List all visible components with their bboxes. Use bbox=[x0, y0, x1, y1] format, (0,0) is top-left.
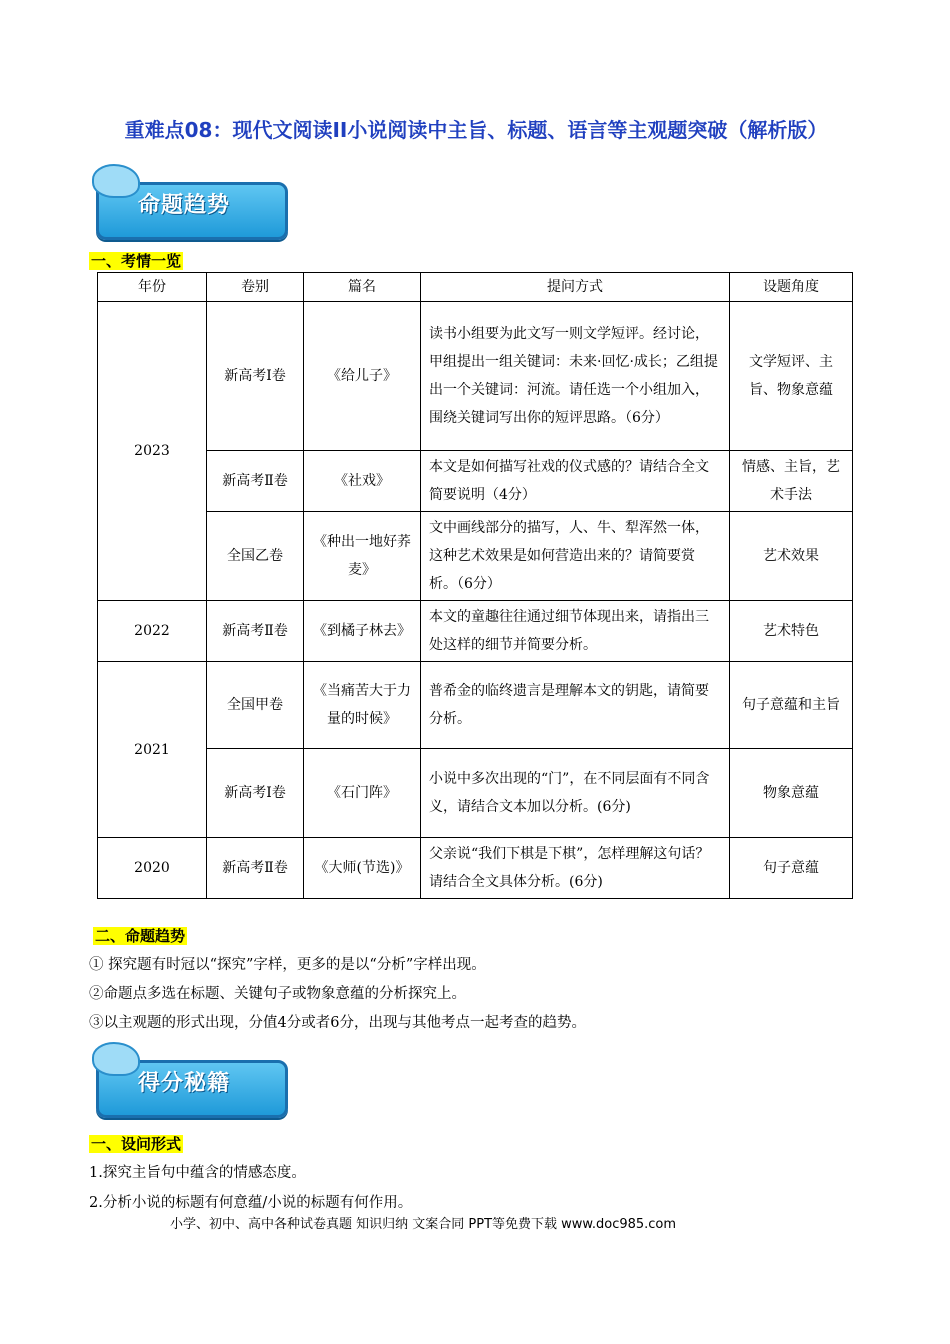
banner-scoring bbox=[92, 1046, 288, 1116]
paper-cell: 新高考Ⅱ卷 bbox=[207, 451, 304, 512]
angle-cell: 文学短评、主旨、物象意蕴 bbox=[730, 302, 853, 451]
question-cell: 本文是如何描写社戏的仪式感的？请结合全文简要说明（4分） bbox=[421, 451, 730, 512]
title-cell: 《社戏》 bbox=[304, 451, 421, 512]
paper-cell: 新高考Ⅱ卷 bbox=[207, 601, 304, 662]
question-cell: 父亲说“我们下棋是下棋”，怎样理解这句话？请结合全文具体分析。(6分) bbox=[421, 838, 730, 899]
title-cell: 《当痛苦大于力量的时候》 bbox=[304, 662, 421, 749]
footer-text: 小学、初中、高中各种试卷真题 知识归纳 文案合同 PPT等免费下载 www.doc985.com bbox=[170, 1217, 677, 1232]
paper-cell: 新高考Ⅰ卷 bbox=[207, 749, 304, 838]
angle-cell: 情感、主旨，艺术手法 bbox=[730, 451, 853, 512]
title-cell: 《到橘子林去》 bbox=[304, 601, 421, 662]
table-row bbox=[98, 302, 853, 451]
angle-cell: 物象意蕴 bbox=[730, 749, 853, 838]
table-row bbox=[98, 749, 853, 838]
header-title: 篇名 bbox=[304, 273, 421, 302]
paper-cell: 新高考Ⅰ卷 bbox=[207, 302, 304, 451]
table-row bbox=[98, 838, 853, 899]
form-item: 2.分析小说的标题有何意蕴/小说的标题有何作用。 bbox=[89, 1195, 413, 1211]
year-cell: 2021 bbox=[98, 662, 207, 838]
title-cell: 《给儿子》 bbox=[304, 302, 421, 451]
header-angle: 设题角度 bbox=[730, 273, 853, 302]
table-row bbox=[98, 451, 853, 512]
header-paper: 卷别 bbox=[207, 273, 304, 302]
banner-label: 得分秘籍 bbox=[138, 1071, 231, 1096]
title-cell: 《石门阵》 bbox=[304, 749, 421, 838]
header-question: 提问方式 bbox=[421, 273, 730, 302]
year-cell: 2020 bbox=[98, 838, 207, 899]
trend-item: ②命题点多选在标题、关键句子或物象意蕴的分析探究上。 bbox=[89, 986, 466, 1002]
trend-item: ① 探究题有时冠以“探究”字样，更多的是以“分析”字样出现。 bbox=[89, 957, 486, 973]
table-row bbox=[98, 601, 853, 662]
angle-cell: 句子意蕴 bbox=[730, 838, 853, 899]
title-cell: 《种出一地好荞麦》 bbox=[304, 512, 421, 601]
question-cell: 读书小组要为此文写一则文学短评。经讨论，甲组提出一组关键词：未来·回忆·成长；乙组提出一个关键词：河流。请任选一个小组加入，围绕关键词写出你的短评思路。（6分） bbox=[421, 302, 730, 451]
table-row bbox=[98, 662, 853, 749]
section-trend: 二、命题趋势 bbox=[95, 927, 186, 945]
banner-trend bbox=[92, 168, 288, 238]
question-cell: 文中画线部分的描写，人、牛、犁浑然一体，这种艺术效果是如何营造出来的？请简要赏析。（6分） bbox=[421, 512, 730, 601]
dolphin-icon bbox=[92, 164, 140, 198]
question-cell: 小说中多次出现的“门”，在不同层面有不同含义，请结合文本加以分析。(6分) bbox=[421, 749, 730, 838]
paper-cell: 全国乙卷 bbox=[207, 512, 304, 601]
table-header-row bbox=[98, 273, 853, 302]
section-exam-overview: 一、考情一览 bbox=[91, 252, 182, 270]
header-year: 年份 bbox=[98, 273, 207, 302]
angle-cell: 艺术特色 bbox=[730, 601, 853, 662]
question-cell: 普希金的临终遗言是理解本文的钥匙，请简要分析。 bbox=[421, 662, 730, 749]
dolphin-icon bbox=[92, 1042, 140, 1076]
year-cell: 2022 bbox=[98, 601, 207, 662]
banner-label: 命题趋势 bbox=[138, 193, 231, 218]
table-row bbox=[98, 512, 853, 601]
section-question-forms: 一、设问形式 bbox=[91, 1135, 182, 1153]
paper-cell: 全国甲卷 bbox=[207, 662, 304, 749]
angle-cell: 艺术效果 bbox=[730, 512, 853, 601]
question-cell: 本文的童趣往往通过细节体现出来，请指出三处这样的细节并简要分析。 bbox=[421, 601, 730, 662]
trend-item: ③以主观题的形式出现，分值4分或者6分，出现与其他考点一起考查的趋势。 bbox=[89, 1015, 586, 1031]
angle-cell: 句子意蕴和主旨 bbox=[730, 662, 853, 749]
year-cell: 2023 bbox=[98, 302, 207, 601]
title-cell: 《大师(节选)》 bbox=[304, 838, 421, 899]
exam-table bbox=[97, 272, 853, 899]
form-item: 1.探究主旨句中蕴含的情感态度。 bbox=[89, 1165, 306, 1181]
paper-cell: 新高考Ⅱ卷 bbox=[207, 838, 304, 899]
page-title: 重难点08：现代文阅读II小说阅读中主旨、标题、语言等主观题突破（解析版） bbox=[124, 118, 828, 142]
